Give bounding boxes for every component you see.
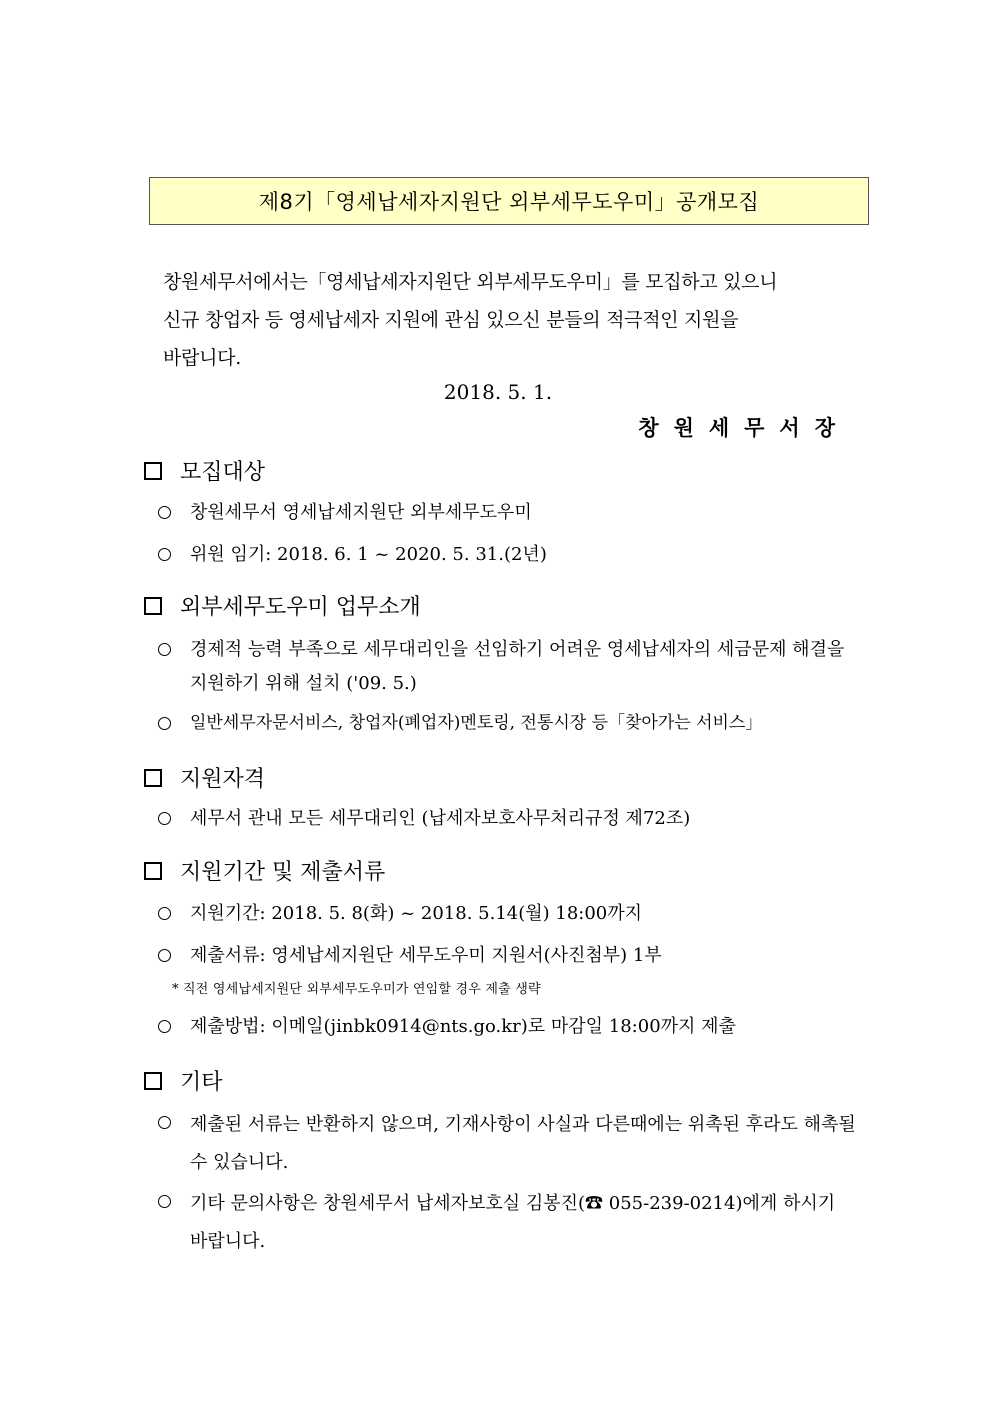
intro-line: 신규 창업자 등 영세납세자 지원에 관심 있으신 분들의 적극적인 지원을 <box>163 309 739 331</box>
section-heading-etc: 기타 <box>144 1065 223 1096</box>
list-item: 위원 임기: 2018. 6. 1 ~ 2020. 5. 31.(2년) <box>158 538 858 571</box>
circle-bullet-icon <box>158 717 171 730</box>
list-item: 지원기간: 2018. 5. 8(화) ~ 2018. 5.14(월) 18:00까지 <box>158 897 858 930</box>
list-item: 기타 문의사항은 창원세무서 납세자보호실 김봉진(☎ 055-239-0214)에게 하시기 바랍니다. <box>158 1185 858 1261</box>
checkbox-icon <box>144 462 162 480</box>
circle-bullet-icon <box>158 1020 171 1033</box>
list-item: 창원세무서 영세납세지원단 외부세무도우미 <box>158 496 858 529</box>
intro-paragraph <box>163 263 863 377</box>
checkbox-icon <box>144 1072 162 1090</box>
notice-title-box <box>149 177 869 225</box>
list-item: 제출된 서류는 반환하지 않으며, 기재사항이 사실과 다른때에는 위촉된 후라도 해촉될 수 있습니다. <box>158 1106 858 1182</box>
signer: 창원세무서장 <box>638 416 850 440</box>
section-heading-duties: 외부세무도우미 업무소개 <box>144 590 421 621</box>
circle-bullet-icon <box>158 548 171 561</box>
intro-line: 바랍니다. <box>163 347 241 369</box>
circle-bullet-icon <box>158 907 171 920</box>
list-item: 세무서 관내 모든 세무대리인 (납세자보호사무처리규정 제72조) <box>158 802 858 835</box>
circle-bullet-icon <box>158 643 171 656</box>
checkbox-icon <box>144 769 162 787</box>
section-heading-recruit-target: 모집대상 <box>144 455 265 486</box>
list-item: 제출서류: 영세납세지원단 세무도우미 지원서(사진첨부) 1부 <box>158 939 858 972</box>
circle-bullet-icon <box>158 1195 171 1208</box>
intro-line: 창원세무서에서는「영세납세자지원단 외부세무도우미」를 모집하고 있으니 <box>163 271 778 293</box>
list-item: 일반세무자문서비스, 창업자(폐업자)멘토링, 전통시장 등「찾아가는 서비스」 <box>158 707 878 740</box>
list-item: 제출방법: 이메일(jinbk0914@nts.go.kr)로 마감일 18:00까지 제출 <box>158 1010 858 1043</box>
checkbox-icon <box>144 862 162 880</box>
list-item: 경제적 능력 부족으로 세무대리인을 선임하기 어려운 영세납세자의 세금문제 해결을 지원하기 위해 설치 ('09. 5.) <box>158 633 858 701</box>
notice-date: 2018. 5. 1. <box>443 380 553 404</box>
section-heading-period-docs: 지원기간 및 제출서류 <box>144 855 385 886</box>
circle-bullet-icon <box>158 949 171 962</box>
section-heading-qualification: 지원자격 <box>144 762 265 793</box>
submission-note: * 직전 영세납세지원단 외부세무도우미가 연임할 경우 제출 생략 <box>172 982 541 997</box>
circle-bullet-icon <box>158 812 171 825</box>
circle-bullet-icon <box>158 1116 171 1129</box>
circle-bullet-icon <box>158 506 171 519</box>
notice-title: 제8기「영세납세자지원단 외부세무도우미」공개모집 <box>258 190 760 214</box>
checkbox-icon <box>144 597 162 615</box>
